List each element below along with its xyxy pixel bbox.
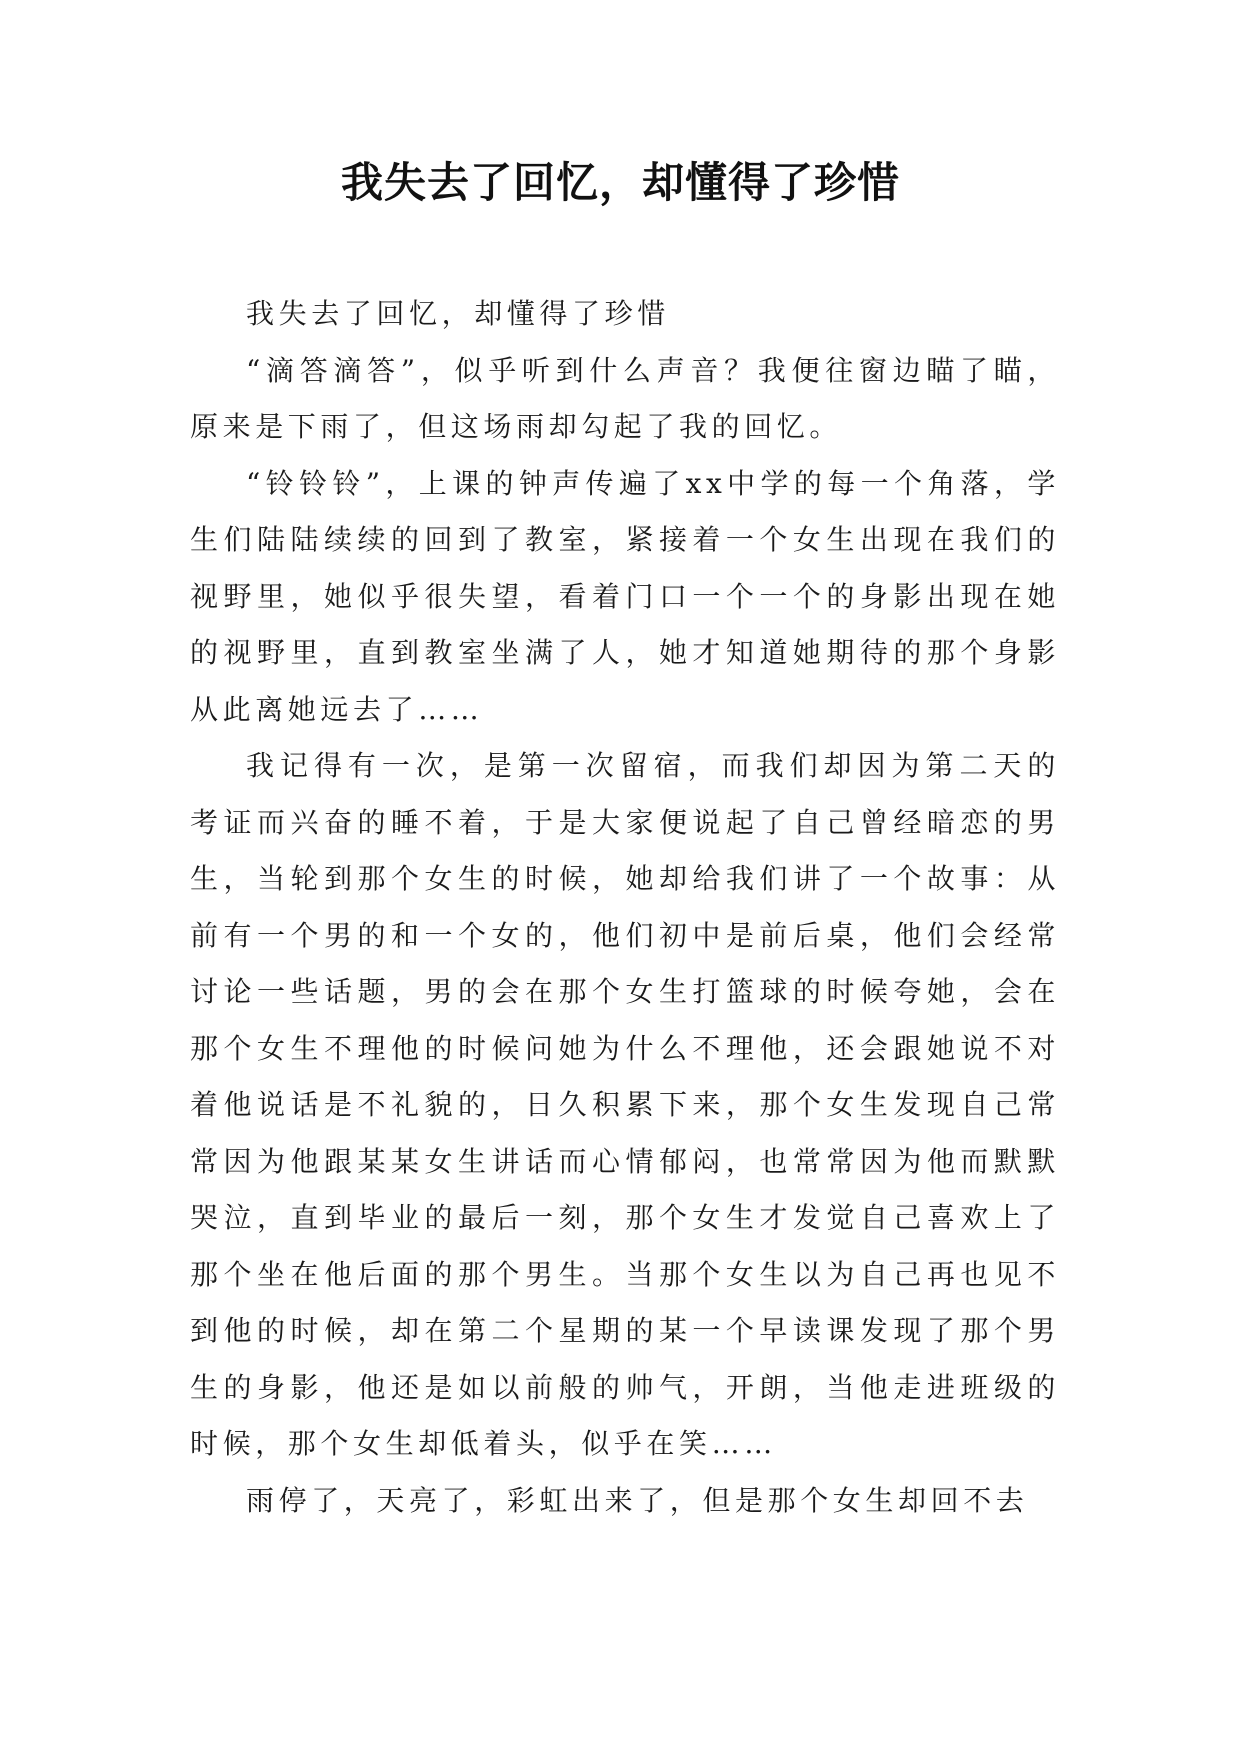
document-title: 我失去了回忆，却懂得了珍惜	[340, 158, 900, 207]
paragraph-story: 我记得有一次，是第一次留宿，而我们却因为第二天的考证而兴奋的睡不着，于是大家便说起了自己曾经暗恋的男生，当轮到那个女生的时候，她却给我们讲了一个故事：从前有一个男的和一个女的，他们初中是前后桌，他们会经常讨论一些话题，男的会在那个女生打篮球的时候夸她，会在那个女生不理他的时候问她为什么不理他，还会跟她说不对着他说话是不礼貌的，日久积累下来，那个女生发现自己常常因为他跟某某女生讲话而心情郁闷，也常常因为他而默默哭泣，直到毕业的最后一刻，那个女生才发觉自己喜欢上了那个坐在他后面的那个男生。当那个女生以为自己再也见不到他的时候，却在第二个星期的某一个早读课发现了那个男生的身影，他还是如以前般的帅气，开朗，当他走进班级的时候，那个女生却低着头，似乎在笑……	[190, 749, 1060, 1460]
paragraph-bell: “铃铃铃”，上课的钟声传遍了xx中学的每一个角落，学生们陆陆续续的回到了教室，紧接着一个女生出现在我们的视野里，她似乎很失望，看着门口一个一个的身影出现在她的视野里，直到教室坐满了人，她才知道她期待的那个身影从此离她远去了……	[190, 466, 1060, 726]
paragraph-subtitle: 我失去了回忆，却懂得了珍惜	[246, 297, 670, 330]
paragraph-rain: “滴答滴答”，似乎听到什么声音？我便往窗边瞄了瞄，原来是下雨了，但这场雨却勾起了我的回忆。	[190, 353, 1060, 443]
document-body	[190, 286, 1060, 1529]
paragraph-rainbow: 雨停了，天亮了，彩虹出来了，但是那个女生却回不去	[246, 1483, 1029, 1517]
